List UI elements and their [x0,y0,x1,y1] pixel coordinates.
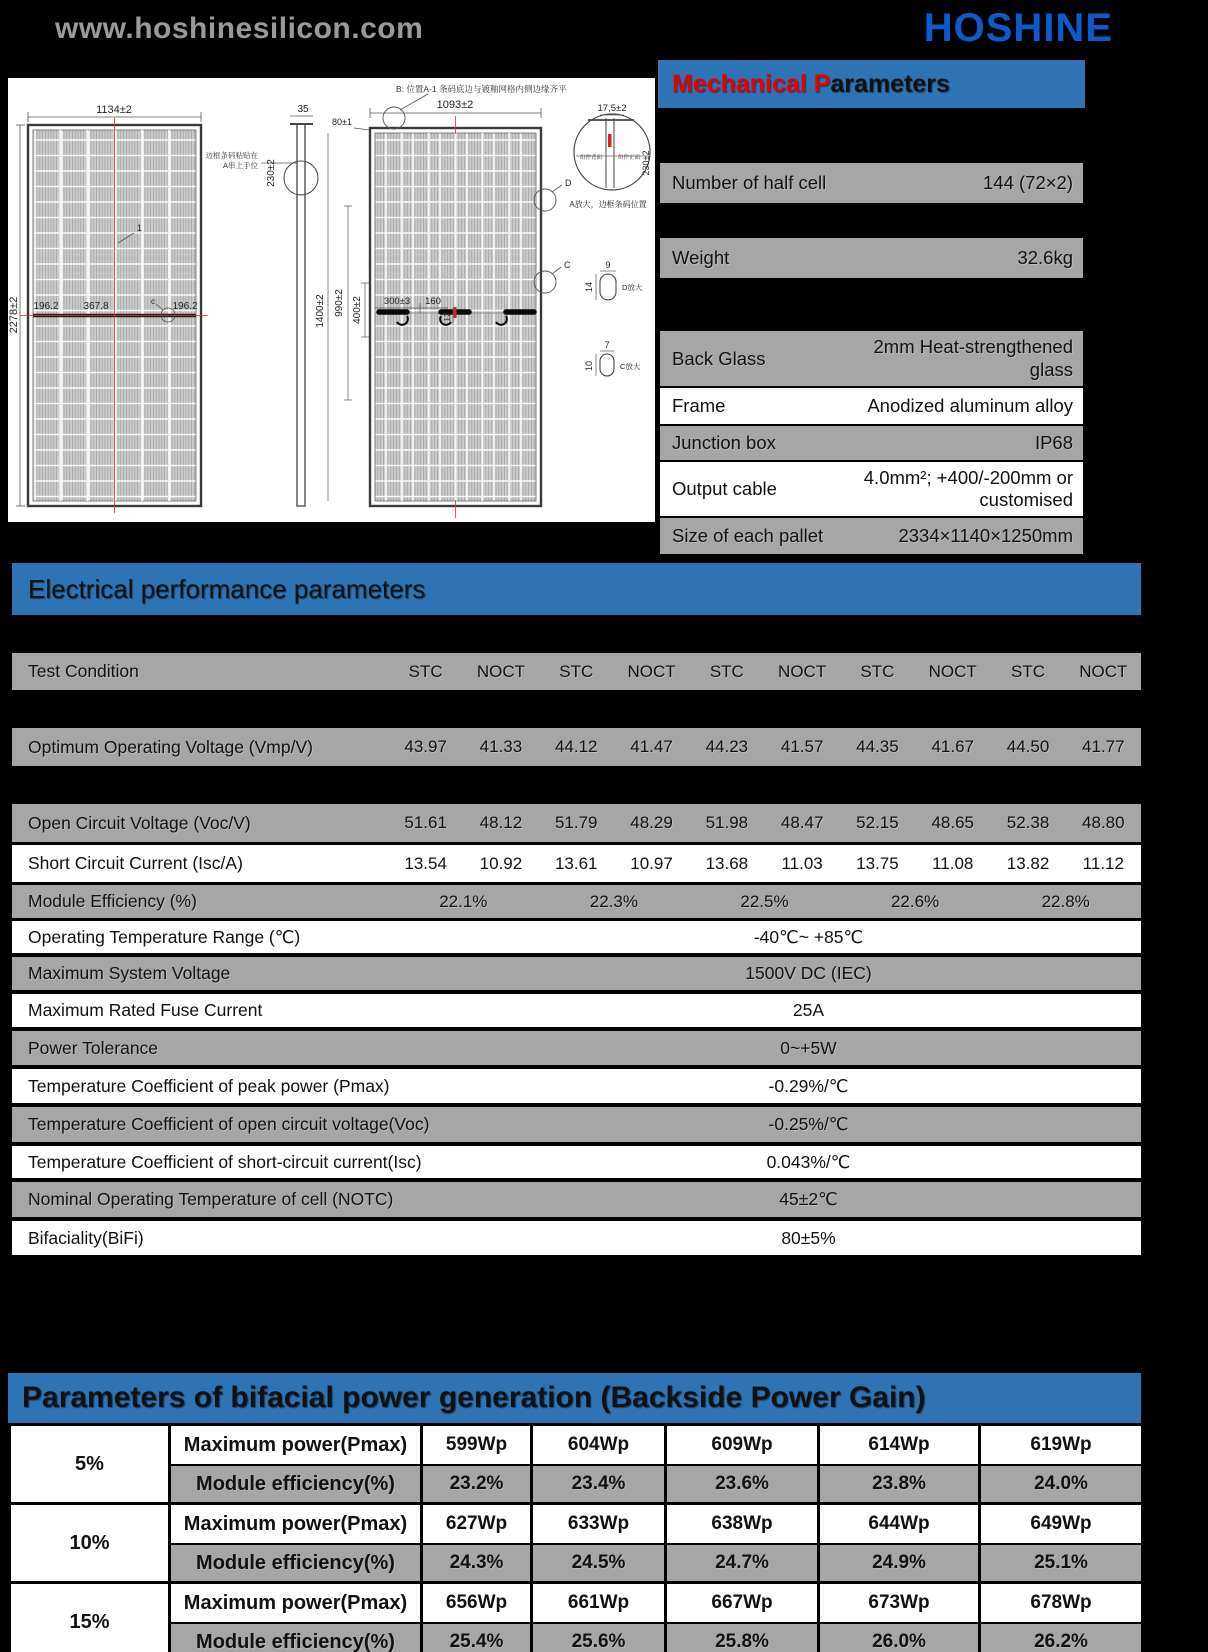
bifacial-table [8,1423,1144,1652]
elec-row-voc [12,804,1141,842]
side-note-line1: 边框条码粘贴在 [205,151,258,160]
row-label: Maximum power(Pmax) [170,1504,422,1545]
cell-value: 26.0% [819,1623,980,1652]
row-value: 2334×1140×1250mm [898,524,1073,546]
cell-value: 13.61 [554,853,598,873]
leader-c-label: C [564,260,571,270]
cell-value: 22.6% [890,891,940,911]
row-label: Maximum Rated Fuse Current [28,1000,263,1020]
row-label: Size of each pallet [672,525,824,546]
mech-row-frame [660,388,1083,424]
row-label: Temperature Coefficient of peak power (Pmax) [28,1075,390,1096]
dim-back-height: 1400±2 [315,294,326,328]
cell-value: 48.29 [630,813,673,832]
row-label: Maximum System Voltage [28,963,231,983]
row-label: Power Tolerance [28,1037,159,1058]
col-header: STC [408,661,443,681]
detail-d-view [596,271,616,300]
cell-value: 23.4% [532,1465,666,1504]
col-header: NOCT [627,661,676,681]
elec-row-isc [12,845,1141,882]
detail-c-view [596,351,614,376]
cell-value: 24.3% [422,1544,532,1583]
table-row [10,1583,1143,1624]
row-label: Module efficiency(%) [170,1623,422,1652]
website-url: www.hoshinesilicon.com [55,12,424,45]
callout-c: c [151,297,155,306]
cell-value: 25A [792,1000,825,1020]
dim-990: 990±2 [334,289,345,317]
cell-value: 24.5% [532,1544,666,1583]
col-header: STC [559,661,594,681]
row-value: 4.0mm²; +400/-200mm or customised [863,466,1073,510]
detail-a-front-label: 组件正面 [618,155,641,161]
elec-row-test-condition [12,653,1141,690]
gain-cell: 5% [10,1425,170,1504]
cell-value: 22.3% [589,891,638,911]
detail-a-dim-230: 230±2 [641,150,651,176]
cell-value: 22.5% [740,891,789,911]
row-label: Open Circuit Voltage (Voc/V) [28,812,251,833]
cell-value: 44.23 [705,737,749,756]
dim-front-width: 1134±2 [96,104,132,116]
mech-row-pallet-size [660,518,1083,554]
mechanical-parameters-title [658,60,1085,108]
cell-value: 24.9% [819,1544,980,1583]
elec-row-efficiency [12,885,1141,918]
hoshine-logo: HOSHINE [923,6,1113,50]
row-label: Module Efficiency (%) [28,891,197,911]
cell-value: 52.38 [1006,813,1050,832]
cell-value: 25.4% [422,1623,532,1652]
col-header: NOCT [778,661,827,681]
cell-value: 599Wp [422,1425,532,1466]
cell-value: 0.043%/℃ [766,1151,851,1172]
cell-value: 51.79 [554,813,598,832]
cell-value: 22.1% [439,891,488,911]
back-view [328,94,562,518]
cell-value: 43.97 [404,737,447,756]
dim-mid-right: 196.2 [172,301,198,312]
dim-mid-center: 367.8 [83,301,109,312]
cell-value: 633Wp [532,1504,666,1545]
row-label: Weight [672,247,730,268]
cell-value: 25.6% [532,1623,666,1652]
cell-value: 11.12 [1082,853,1124,873]
cell-value: -40℃~ +85℃ [753,926,864,947]
cell-value: 22.8% [1041,891,1090,911]
row-label: Temperature Coefficient of short-circuit current(Isc) [28,1151,422,1172]
dim-400: 400±2 [352,296,363,324]
cell-value: 656Wp [422,1583,532,1624]
mech-row-back-glass [660,331,1083,386]
detail-c-dim-h: 10 [584,360,594,372]
dim-160: 160 [425,296,441,307]
row-label: Bifaciality(BiFi) [28,1227,144,1248]
row-value: 32.6kg [1017,246,1073,268]
dim-front-height: 2278±2 [8,296,20,334]
dim-side-width: 35 [297,104,309,115]
row-value: 144 (72×2) [983,171,1073,193]
detail-a-view [574,114,650,190]
dim-mid-left: 196.2 [33,301,59,312]
cell-value: 604Wp [532,1425,666,1466]
gain-cell: 15% [10,1583,170,1652]
row-label: Short Circuit Current (Isc/A) [28,853,243,873]
electrical-parameters-title [12,563,1141,615]
cell-value: 23.2% [422,1465,532,1504]
mech-row-output-cable [660,462,1083,516]
cell-value: 627Wp [422,1504,532,1545]
dim-12: 12 [442,312,452,322]
cell-value: 10.92 [479,853,523,873]
cell-value: 638Wp [666,1504,819,1545]
callout-1: 1 [137,223,143,233]
elec-row-power-tolerance [12,1031,1141,1065]
elec-row-temp-range [12,921,1141,953]
cell-value: -0.29%/℃ [768,1075,849,1096]
cell-value: 11.08 [932,853,974,873]
cell-value: 25.1% [980,1544,1143,1583]
cell-value: 24.7% [666,1544,819,1583]
row-label: Module efficiency(%) [170,1544,422,1583]
row-label: Frame [672,395,726,416]
cell-value: 41.67 [931,737,974,756]
elec-row-bifaciality [12,1221,1141,1255]
row-label: Optimum Operating Voltage (Vmp/V) [28,736,313,757]
cell-value: 45±2℃ [779,1189,838,1209]
cell-value: 661Wp [532,1583,666,1624]
elec-row-tc-pmax [12,1069,1141,1103]
cell-value: 13.75 [856,853,899,873]
cell-value: 41.77 [1082,737,1125,756]
leader-d-label: D [565,178,572,188]
cell-value: 667Wp [666,1583,819,1624]
dim-back-width: 1093±2 [436,99,474,111]
cell-value: 80±5% [781,1227,836,1248]
cell-value: 44.50 [1006,737,1050,756]
col-header: NOCT [476,661,526,681]
elec-row-tc-voc [12,1107,1141,1142]
cell-value: 13.82 [1006,853,1050,873]
technical-drawing [8,78,655,522]
row-label: Output cable [672,478,777,499]
dim-back-frame: 80±1 [332,117,352,127]
elec-row-tc-isc [12,1146,1141,1178]
cell-value: 13.68 [705,853,749,873]
cell-value: 13.54 [404,853,447,873]
detail-c-dim-w: 7 [604,340,610,350]
row-label: Maximum power(Pmax) [170,1583,422,1624]
row-label: Temperature Coefficient of open circuit voltage(Voc) [28,1114,430,1134]
cell-value: 609Wp [666,1425,819,1466]
cell-value: 0~+5W [780,1037,837,1058]
row-label: Module efficiency(%) [170,1465,422,1504]
detail-d-dim-w: 9 [605,260,611,270]
title-red-part: Mechanical P [672,69,831,98]
cell-value: 644Wp [819,1504,980,1545]
cell-value: 52.15 [856,813,899,832]
cell-value: 23.8% [819,1465,980,1504]
table-row [10,1504,1143,1545]
elec-row-system-voltage [12,957,1141,990]
cell-value: 1500V DC (IEC) [745,963,872,983]
cell-value: 51.61 [404,813,447,832]
detail-d-caption: D放大 [622,283,643,292]
cell-value: 24.0% [980,1465,1143,1504]
gain-cell: 10% [10,1504,170,1583]
elec-row-fuse-current [12,994,1141,1027]
cell-value: 41.33 [479,737,523,756]
bifacial-section-title [8,1373,1141,1423]
cell-value: 23.6% [666,1465,819,1504]
section-title: Parameters of bifacial power generation (Backside Power Gain) [22,1381,926,1414]
row-label: Operating Temperature Range (℃) [28,926,301,947]
cell-value: 11.03 [781,853,823,873]
cell-value: 48.80 [1082,813,1125,832]
row-value: 2mm Heat-strengthened glass [873,336,1073,380]
cell-value: -0.25%/℃ [768,1114,849,1134]
note-barcode-position: B: 位置A-1 条码底边与镀釉网格内侧边缘齐平 [396,84,567,94]
cell-value: 48.12 [479,813,523,832]
elec-row-notc [12,1182,1141,1217]
cell-value: 649Wp [980,1504,1143,1545]
cell-value: 41.47 [630,737,673,756]
cell-value: 41.57 [780,737,824,756]
mech-row-junction-box [660,426,1083,460]
mech-row-weight [660,238,1083,278]
cell-value: 44.12 [554,737,598,756]
detail-c-caption: C放大 [620,362,641,371]
cell-value: 26.2% [980,1623,1143,1652]
dim-300: 300±3 [383,296,411,307]
section-title: Electrical performance parameters [28,573,426,604]
dim-side-230: 230±2 [266,159,277,187]
row-label: Back Glass [672,347,766,369]
row-label: Number of half cell [672,172,827,193]
col-header: STC [1011,661,1046,681]
detail-d-dim-h: 14 [584,281,594,293]
row-label: Test Condition [28,661,139,681]
cell-value: 678Wp [980,1583,1143,1624]
cell-value: 673Wp [819,1583,980,1624]
col-header: STC [860,661,895,681]
col-header: STC [709,661,744,681]
col-header: NOCT [1079,661,1128,681]
title-black-part: arameters [830,69,950,98]
detail-a-back-label: 组件背面 [579,155,602,161]
cell-value: 48.65 [931,813,974,832]
col-header: NOCT [928,661,977,681]
cell-value: 25.8% [666,1623,819,1652]
table-row [10,1544,1143,1583]
cell-value: 51.98 [705,813,749,832]
cell-value: 44.35 [856,737,899,756]
side-note-line2: A串上手位 [222,161,258,170]
row-value: IP68 [1034,431,1073,453]
elec-row-vmp [12,728,1141,766]
cell-value: 619Wp [980,1425,1143,1466]
cell-value: 10.97 [630,853,673,873]
row-label: Junction box [672,432,776,453]
detail-a-dim: 17,5±2 [597,103,627,114]
cell-value: 48.47 [780,813,824,832]
detail-a-caption: A放大，边框条码位置 [569,200,647,209]
row-value: Anodized aluminum alloy [867,394,1073,416]
row-label: Maximum power(Pmax) [170,1425,422,1466]
table-row [10,1623,1143,1652]
cell-value: 614Wp [819,1425,980,1466]
row-label: Nominal Operating Temperature of cell (NOTC) [28,1189,394,1209]
table-row [10,1465,1143,1504]
table-row [10,1425,1143,1466]
front-view [16,112,208,513]
mech-row-half-cell [660,163,1083,203]
